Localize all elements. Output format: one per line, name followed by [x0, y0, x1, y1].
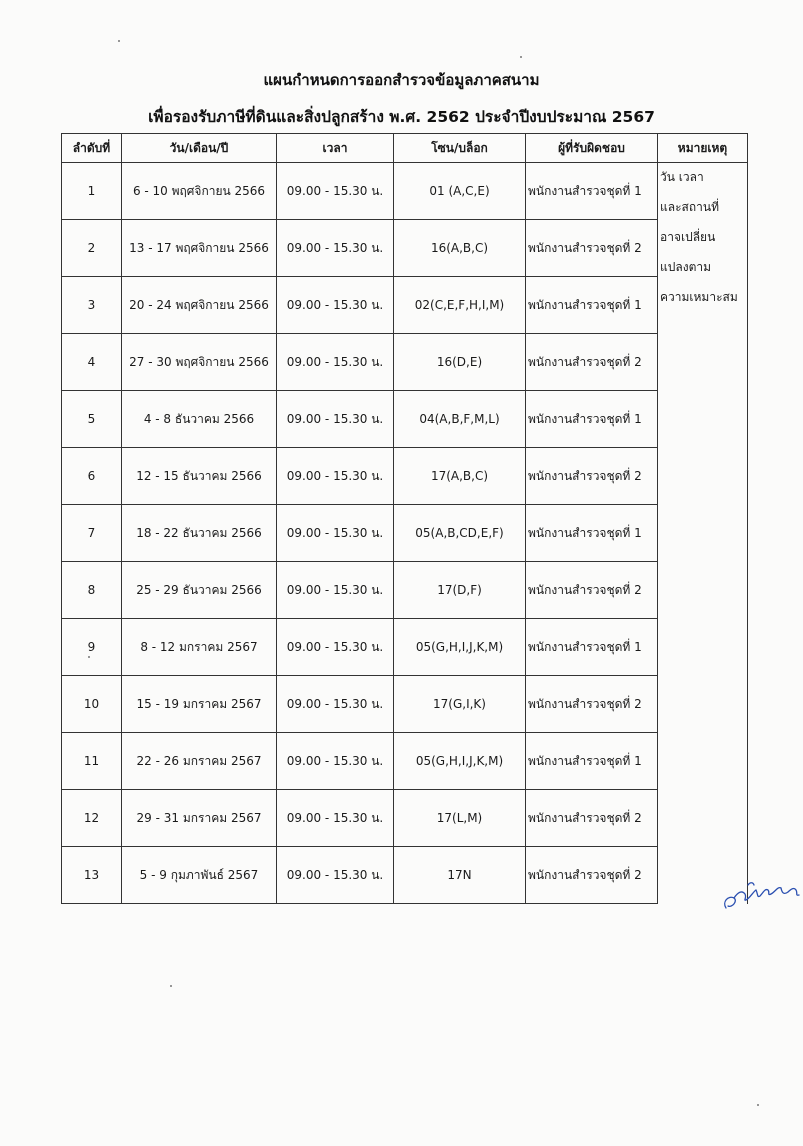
cell-date: 6 - 10 พฤศจิกายน 2566 [122, 163, 277, 220]
cell-no: 3 [62, 277, 122, 334]
cell-no: 13 [62, 847, 122, 904]
remark-line: และสถานที่ [660, 200, 719, 214]
cell-responsible: พนักงานสำรวจชุดที่ 2 [526, 676, 658, 733]
header-time: เวลา [277, 134, 394, 163]
cell-zone: 05(G,H,I,J,K,M) [394, 619, 526, 676]
header-responsible: ผู้ที่รับผิดชอบ [526, 134, 658, 163]
cell-time: 09.00 - 15.30 น. [277, 505, 394, 562]
cell-time: 09.00 - 15.30 น. [277, 790, 394, 847]
cell-date: 25 - 29 ธันวาคม 2566 [122, 562, 277, 619]
cell-zone: 17(G,I,K) [394, 676, 526, 733]
cell-no: 8 [62, 562, 122, 619]
cell-responsible: พนักงานสำรวจชุดที่ 1 [526, 163, 658, 220]
cell-time: 09.00 - 15.30 น. [277, 391, 394, 448]
schedule-table [61, 133, 748, 904]
cell-time: 09.00 - 15.30 น. [277, 619, 394, 676]
cell-no: 9 [62, 619, 122, 676]
cell-zone: 17(L,M) [394, 790, 526, 847]
cell-responsible: พนักงานสำรวจชุดที่ 1 [526, 619, 658, 676]
cell-zone: 05(A,B,CD,E,F) [394, 505, 526, 562]
table-row [62, 505, 748, 562]
cell-no: 6 [62, 448, 122, 505]
table-row [62, 847, 748, 904]
cell-date: 22 - 26 มกราคม 2567 [122, 733, 277, 790]
cell-time: 09.00 - 15.30 น. [277, 847, 394, 904]
cell-date: 12 - 15 ธันวาคม 2566 [122, 448, 277, 505]
cell-time: 09.00 - 15.30 น. [277, 163, 394, 220]
remark-line: อาจเปลี่ยน [660, 230, 716, 244]
table-header-row [62, 134, 748, 163]
cell-responsible: พนักงานสำรวจชุดที่ 2 [526, 847, 658, 904]
cell-date: 29 - 31 มกราคม 2567 [122, 790, 277, 847]
cell-no: 11 [62, 733, 122, 790]
remark-line: ความเหมาะสม [660, 290, 738, 304]
document-subtitle: เพื่อรองรับภาษีที่ดินและสิ่งปลูกสร้าง พ.ศ. 2562 ประจำปีงบประมาณ 2567 [148, 108, 655, 126]
cell-zone: 16(D,E) [394, 334, 526, 391]
remark-line: วัน เวลา [660, 170, 704, 184]
table-row [62, 334, 748, 391]
cell-zone: 01 (A,C,E) [394, 163, 526, 220]
cell-date: 15 - 19 มกราคม 2567 [122, 676, 277, 733]
cell-zone: 17N [394, 847, 526, 904]
cell-no: 2 [62, 220, 122, 277]
cell-time: 09.00 - 15.30 น. [277, 277, 394, 334]
table-row [62, 562, 748, 619]
cell-no: 7 [62, 505, 122, 562]
cell-date: 4 - 8 ธันวาคม 2566 [122, 391, 277, 448]
cell-responsible: พนักงานสำรวจชุดที่ 1 [526, 733, 658, 790]
cell-date: 27 - 30 พฤศจิกายน 2566 [122, 334, 277, 391]
header-date: วัน/เดือน/ปี [122, 134, 277, 163]
cell-date: 13 - 17 พฤศจิกายน 2566 [122, 220, 277, 277]
header-zone: โซน/บล็อก [394, 134, 526, 163]
cell-no: 12 [62, 790, 122, 847]
cell-time: 09.00 - 15.30 น. [277, 448, 394, 505]
cell-zone: 17(D,F) [394, 562, 526, 619]
cell-zone: 02(C,E,F,H,I,M) [394, 277, 526, 334]
cell-no: 5 [62, 391, 122, 448]
document-title: แผนกำหนดการออกสำรวจข้อมูลภาคสนาม [263, 71, 540, 89]
table-row [62, 619, 748, 676]
cell-zone: 04(A,B,F,M,L) [394, 391, 526, 448]
handwritten-signature [718, 868, 803, 918]
remark-cell [658, 163, 748, 904]
cell-time: 09.00 - 15.30 น. [277, 220, 394, 277]
remark-line: แปลงตาม [660, 260, 712, 274]
cell-no: 10 [62, 676, 122, 733]
cell-responsible: พนักงานสำรวจชุดที่ 2 [526, 790, 658, 847]
cell-responsible: พนักงานสำรวจชุดที่ 1 [526, 505, 658, 562]
cell-responsible: พนักงานสำรวจชุดที่ 2 [526, 562, 658, 619]
cell-date: 18 - 22 ธันวาคม 2566 [122, 505, 277, 562]
table-row [62, 163, 748, 220]
cell-responsible: พนักงานสำรวจชุดที่ 2 [526, 220, 658, 277]
cell-time: 09.00 - 15.30 น. [277, 562, 394, 619]
cell-responsible: พนักงานสำรวจชุดที่ 1 [526, 277, 658, 334]
table-row [62, 733, 748, 790]
schedule-body [62, 163, 748, 904]
table-row [62, 277, 748, 334]
table-row [62, 220, 748, 277]
table-row [62, 676, 748, 733]
header-no: ลำดับที่ [62, 134, 122, 163]
cell-zone: 16(A,B,C) [394, 220, 526, 277]
cell-no: 1 [62, 163, 122, 220]
cell-time: 09.00 - 15.30 น. [277, 676, 394, 733]
cell-date: 5 - 9 กุมภาพันธ์ 2567 [122, 847, 277, 904]
cell-zone: 05(G,H,I,J,K,M) [394, 733, 526, 790]
cell-date: 20 - 24 พฤศจิกายน 2566 [122, 277, 277, 334]
cell-responsible: พนักงานสำรวจชุดที่ 2 [526, 448, 658, 505]
table-row [62, 790, 748, 847]
table-row [62, 448, 748, 505]
cell-zone: 17(A,B,C) [394, 448, 526, 505]
table-row [62, 391, 748, 448]
cell-time: 09.00 - 15.30 น. [277, 334, 394, 391]
cell-responsible: พนักงานสำรวจชุดที่ 2 [526, 334, 658, 391]
cell-no: 4 [62, 334, 122, 391]
cell-time: 09.00 - 15.30 น. [277, 733, 394, 790]
cell-date: 8 - 12 มกราคม 2567 [122, 619, 277, 676]
cell-responsible: พนักงานสำรวจชุดที่ 1 [526, 391, 658, 448]
header-remark: หมายเหตุ [658, 134, 748, 163]
